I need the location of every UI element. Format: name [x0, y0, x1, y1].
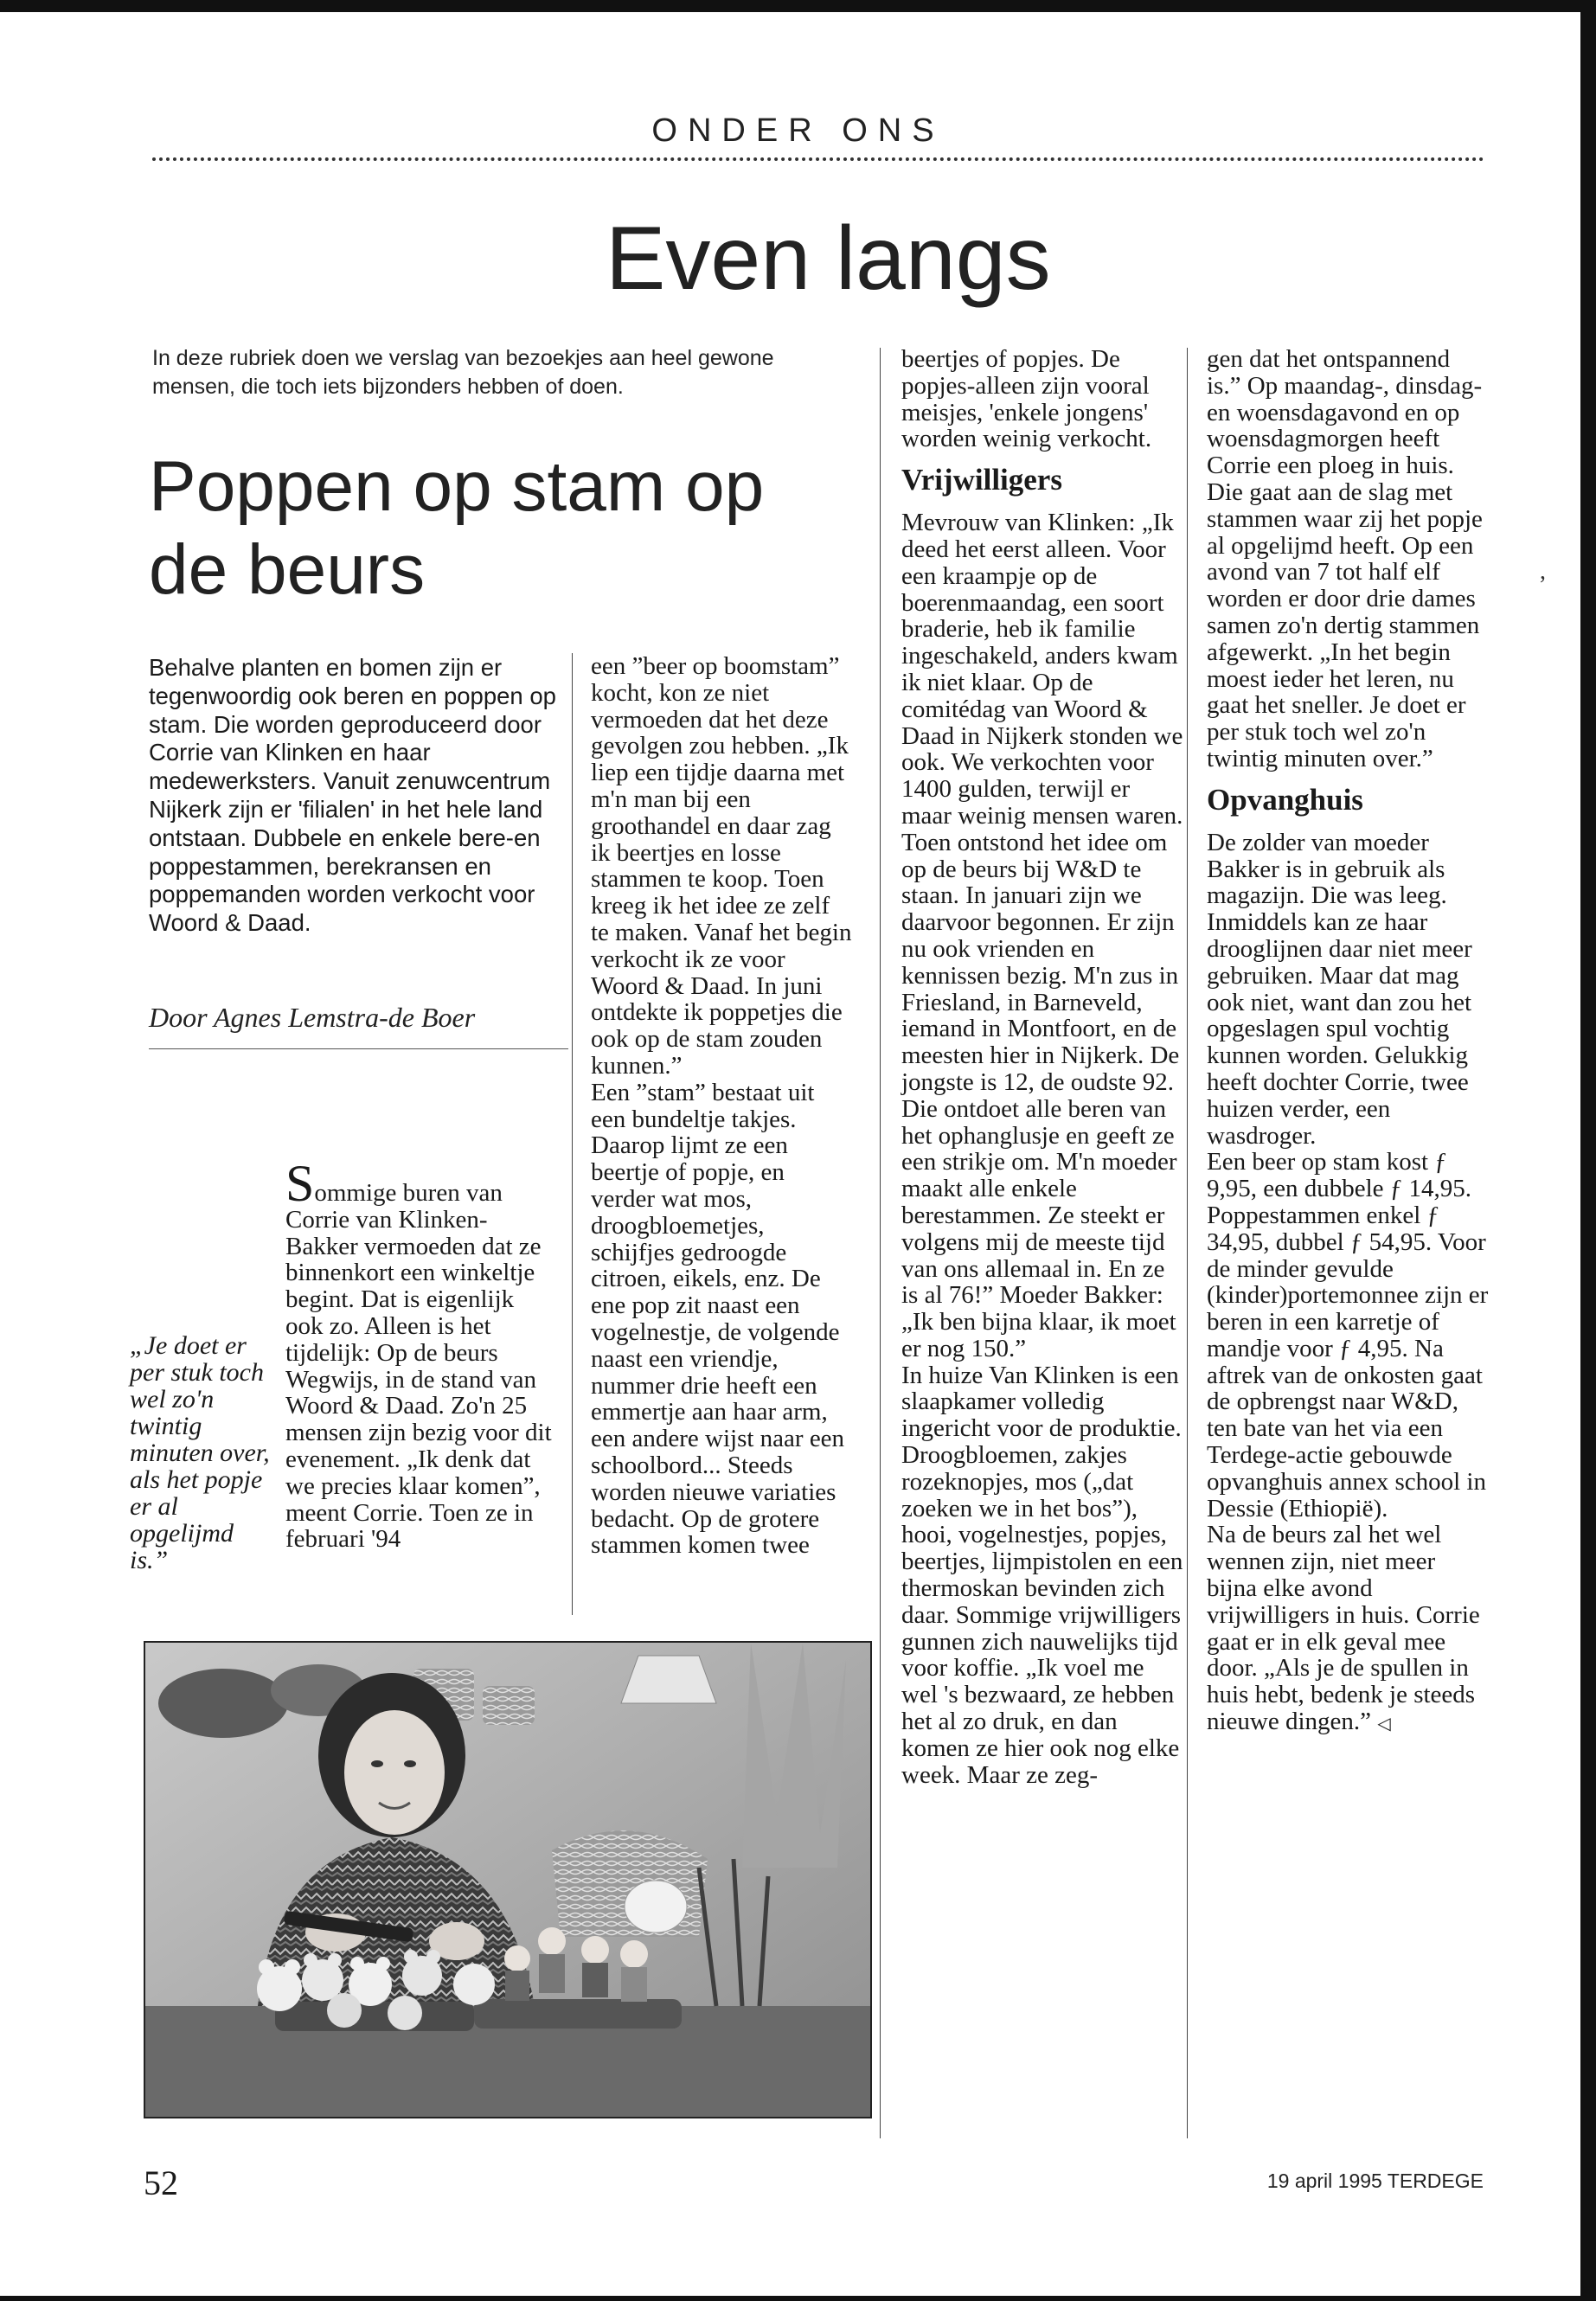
- issue-date: 19 april 1995 TERDEGE: [1266, 2170, 1484, 2192]
- dotted-rule: [152, 157, 1484, 161]
- article-title: Poppen op stam op de beurs: [149, 447, 765, 609]
- column-4-paragraph: De zolder van moeder Bakker is in gebruik als magazijn. Die was leeg. Inmiddels kan ze haar drooglijnen daar niet meer gebruiken. Maar dat mag ook niet, want dan zou het opgeslagen spul vochtig kunnen worden. Gelukkig heeft dochter Corrie, twee huizen verder, een wasdroger.: [1207, 828, 1472, 1150]
- column-3: [901, 346, 1183, 1788]
- subheading-opvanghuis: Opvanghuis: [1207, 782, 1363, 817]
- column-4-paragraph: Een beer op stam kost ƒ 9,95, een dubbele ƒ 14,95. Poppestammen enkel ƒ 34,95, dubbel ƒ 54,95. Voor de minder gevulde (kinder)portemonnee zijn er beren in een karretje of mandje voor ƒ 4,95. Na aftrek van de onkosten gaat de opbrengst naar W&D, ten bate van het via een Terdege-actie gebouwde opvanghuis annex school in Dessie (Ethiopië).: [1207, 1148, 1489, 1522]
- column-rule-1: [572, 653, 573, 1615]
- subheading-vrijwilligers: Vrijwilligers: [901, 463, 1062, 497]
- basket: [483, 1686, 535, 1725]
- lamp-shade: [621, 1656, 716, 1703]
- scan-edge-right: [1580, 0, 1596, 2301]
- drop-cap: S: [285, 1155, 315, 1212]
- eye: [371, 1760, 383, 1767]
- dried-flowers: [158, 1669, 288, 1738]
- end-mark-icon: ◁: [1377, 1715, 1391, 1734]
- column-rule-3: [1187, 348, 1188, 2138]
- dish: [625, 1881, 687, 1932]
- column-2-paragraph: een ”beer op boomstam” kocht, kon ze niet vermoeden dat het deze gevolgen zou hebben. „Ik liep een tijdje daarna met m'n man bij een groothandel en daar zag ik beertjes en losse stammen te koop. Toen kreeg ik het idee ze zelf te maken. Vanaf het begin verkocht ik ze voor Woord & Daad. In juni ontdekte ik poppetjes die ook op de stam zouden kunnen.”: [591, 652, 852, 1080]
- column-2: [591, 653, 852, 1559]
- column-4-closing: Na de beurs zal het wel wennen zijn, niet meer bijna elke avond vrijwilligers in huis. Corrie gaat er in elk geval mee door. „Als je de spullen in huis hebt, bedenk je steeds nieuwe dingen.”: [1207, 1521, 1480, 1736]
- pull-quote: „Je doet er per stuk toch wel zo'n twintig minuten over, als het popje er al opgelijmd is.”: [130, 1331, 270, 1574]
- column-1: [285, 1155, 555, 1554]
- scan-edge-top: [0, 0, 1596, 12]
- rubric-title: Even langs: [606, 208, 1051, 309]
- column-2-paragraph: Een ”stam” bestaat uit een bundeltje takjes. Daarop lijmt ze een beertje of popje, en verder wat mos, droogbloemetjes, schijfjes gedroogde citroen, eikels, enz. De ene pop zit naast een vogelnestje, de volgende naast een vriendje, nummer drie heeft een emmertje aan haar arm, een andere wijst naar een schoolbord... Steeds worden nieuwe variaties bedacht. Op de grotere stammen komen twee: [591, 1078, 845, 1560]
- scan-edge-bottom: [0, 2296, 1596, 2301]
- byline: Door Agnes Lemstra-de Boer: [149, 1002, 476, 1033]
- column-3-paragraph: Mevrouw van Klinken: „Ik deed het eerst alleen. Voor een kraampje op de boerenmaandag, een soort braderie, heb ik familie ingeschakeld, anders kwam ik niet klaar. Op de comitédag van Woord & Daad in Nijkerk stonden we ook. We verkochten voor 1400 gulden, terwijl er maar weinig mensen waren. Toen ontstond het idee om op de beurs bij W&D te staan. In januari zijn we daarvoor begonnen. Er zijn nu ook vrienden en kennissen bezig. M'n zus in Friesland, in Barneveld, iemand in Montfoort, en de meesten hier in Nijkerk. De jongste is 12, de oudste 92. Die ontdoet alle beren van het ophanglusje en geeft ze een strikje om. M'n moeder maakt alle enkele berestammen. Ze steekt er volgens mij de meeste tijd van ons allemaal in. En ze is al 76!” Moeder Bakker: „Ik ben bijna klaar, ik moet er nog 150.”: [901, 509, 1183, 1362]
- article-photo: [144, 1641, 872, 2118]
- column-4-paragraph: [1207, 1522, 1489, 1737]
- column-3-paragraph: In huize Van Klinken is een slaapkamer volledig ingericht voor de produktie. Droogbloemen, zakjes rozeknopjes, mos („dat zoeken we in het bos”), hooi, vogelnestjes, popjes, beertjes, lijmpistolen en een thermoskan bevinden zich daar. Sommige vrijwilligers gunnen zich nauwelijks tijd voor koffie. „Ik voel me wel 's bezwaard, ze hebben het al zo druk, en dan komen ze hier ook nog elke week. Maar ze zeg-: [901, 1361, 1183, 1789]
- byline-rule: [149, 1048, 568, 1049]
- section-label: ONDER ONS: [651, 112, 945, 149]
- column-1-text: [285, 1155, 555, 1554]
- column-rule-2: [880, 348, 881, 2138]
- log-stam: [275, 2002, 474, 2031]
- column-3-intro: beertjes of popjes. De popjes-alleen zijn vooral meisjes, 'enkele jongens' worden weinig verkocht.: [901, 345, 1152, 453]
- article-lead: Behalve planten en bomen zijn er tegenwoordig ook beren en poppen op stam. Die worden geproduceerd door Corrie van Klinken en haar medewerksters. Vanuit zenuwcentrum Nijkerk zijn er 'filialen' in het hele land ontstaan. Dubbele en enkele bere-en poppestammen, berekransen en poppemanden worden verkocht voor Woord & Daad.: [149, 654, 556, 937]
- column-1-body: ommige buren van Corrie van Klinken-Bakker vermoeden dat ze binnenkort een winkeltje begint. Dat is eigenlijk ook zo. Alleen is het tijdelijk: Op de beurs Wegwijs, in de stand van Woord & Daad. Zo'n 25 mensen zijn bezig voor dit evenement. „Ik denk dat we precies klaar komen”, meent Corrie. Toen ze in februari '94: [285, 1179, 552, 1554]
- photo-illustration: [145, 1643, 870, 2117]
- rubric-intro: In deze rubriek doen we verslag van bezoekjes aan heel gewone mensen, die toch iets bijzonders hebben of doen.: [152, 346, 774, 399]
- column-4: [1207, 346, 1489, 1738]
- eye: [404, 1760, 416, 1767]
- page-number: 52: [144, 2163, 178, 2202]
- margin-mark: ,: [1540, 558, 1546, 585]
- log-stam: [474, 1999, 682, 2029]
- column-4-intro: gen dat het ontspannend is.” Op maandag-, dinsdag- en woensdagavond en op woensdagmorgen heeft Corrie een ploeg in huis. Die gaat aan de slag met stammen waar zij het popje al opgelijmd heeft. Op een avond van 7 tot half elf worden er door drie dames samen zo'n dertig stammen afgewerkt. „In het begin moest ieder het leren, nu gaat het sneller. Je doet er per stuk toch wel zo'n twintig minuten over.”: [1207, 345, 1483, 772]
- face: [344, 1710, 445, 1835]
